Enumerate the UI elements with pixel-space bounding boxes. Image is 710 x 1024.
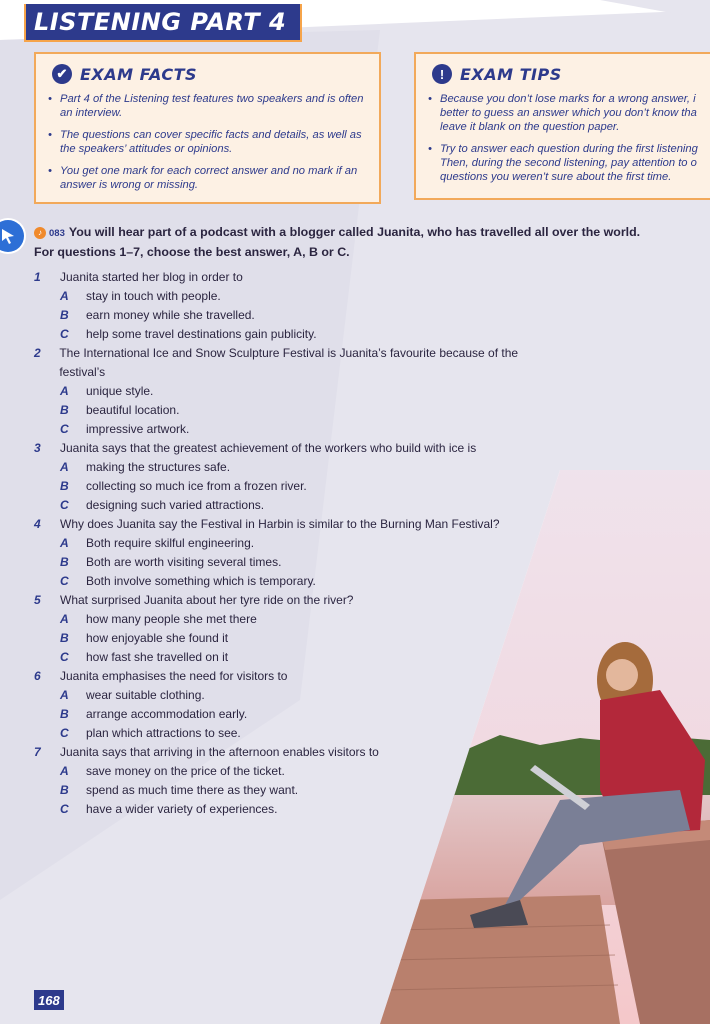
question-number: 6 — [34, 669, 41, 683]
question-text: Juanita started her blog in order to — [60, 270, 243, 284]
task-instructions — [34, 223, 684, 262]
answer-option[interactable] — [34, 534, 554, 553]
option-text: have a wider variety of experiences. — [86, 802, 278, 816]
option-text: how enjoyable she found it — [86, 631, 229, 645]
option-text: Both require skilful engineering. — [86, 536, 255, 550]
option-letter: A — [60, 460, 69, 474]
option-text: save money on the price of the ticket. — [86, 764, 285, 778]
answer-option[interactable] — [34, 496, 554, 515]
exam-tips-box — [414, 52, 710, 200]
question-list — [34, 268, 554, 819]
option-text: earn money while she travelled. — [86, 308, 255, 322]
list-item — [426, 142, 708, 184]
question-number: 2 — [34, 346, 41, 360]
answer-option[interactable] — [34, 458, 554, 477]
tip-line: leave it blank on the question paper. — [440, 121, 620, 133]
question-item — [34, 743, 554, 819]
question-text: Juanita says that arriving in the afternoon enables visitors to — [60, 745, 379, 759]
tip-line: questions you weren’t sure about the first time. — [440, 171, 672, 183]
exam-tips-heading: EXAM TIPS — [460, 64, 562, 84]
answer-option[interactable] — [34, 705, 554, 724]
option-letter: C — [60, 422, 69, 436]
answer-option[interactable] — [34, 306, 554, 325]
answer-option[interactable] — [34, 800, 554, 819]
option-letter: B — [60, 403, 69, 417]
option-letter: C — [60, 327, 69, 341]
option-text: impressive artwork. — [86, 422, 190, 436]
question-stem — [34, 439, 554, 458]
question-stem — [34, 268, 554, 287]
option-letter: A — [60, 764, 69, 778]
tip-line: Because you don’t lose marks for a wrong answer, i — [440, 93, 696, 105]
option-text: unique style. — [86, 384, 154, 398]
option-text: plan which attractions to see. — [86, 726, 241, 740]
instructions-line-2: For questions 1–7, choose the best answer, A, B or C. — [34, 245, 350, 259]
question-number: 5 — [34, 593, 41, 607]
page-title: LISTENING PART 4 — [34, 8, 287, 36]
answer-option[interactable] — [34, 553, 554, 572]
tip-line: Try to answer each question during the first listening — [440, 143, 698, 155]
answer-option[interactable] — [34, 287, 554, 306]
question-stem — [34, 743, 554, 762]
option-text: designing such varied attractions. — [86, 498, 265, 512]
answer-option[interactable] — [34, 629, 554, 648]
answer-option[interactable] — [34, 686, 554, 705]
option-letter: C — [60, 650, 69, 664]
answer-option[interactable] — [34, 781, 554, 800]
option-letter: A — [60, 289, 69, 303]
answer-option[interactable] — [34, 477, 554, 496]
option-text: collecting so much ice from a frozen river. — [86, 479, 307, 493]
option-text: making the structures safe. — [86, 460, 231, 474]
option-text: Both are worth visiting several times. — [86, 555, 282, 569]
answer-option[interactable] — [34, 724, 554, 743]
answer-option[interactable] — [34, 762, 554, 781]
answer-option[interactable] — [34, 420, 554, 439]
exam-tips-header — [432, 64, 708, 84]
question-number: 3 — [34, 441, 41, 455]
answer-option[interactable] — [34, 572, 554, 591]
instructions-line-1 — [34, 223, 684, 243]
question-item — [34, 515, 554, 591]
option-letter: A — [60, 536, 69, 550]
question-number: 4 — [34, 517, 41, 531]
option-letter: B — [60, 783, 69, 797]
option-letter: B — [60, 631, 69, 645]
exam-tips-list — [426, 92, 708, 184]
option-text: help some travel destinations gain publicity. — [86, 327, 317, 341]
option-letter: C — [60, 498, 69, 512]
exam-facts-box — [34, 52, 381, 204]
option-letter: A — [60, 384, 69, 398]
question-text: The International Ice and Snow Sculpture Festival is Juanita’s favourite because of the festival’s — [59, 346, 519, 379]
option-letter: C — [60, 574, 69, 588]
answer-option[interactable] — [34, 401, 554, 420]
option-letter: C — [60, 802, 69, 816]
question-stem — [34, 591, 554, 610]
answer-option[interactable] — [34, 325, 554, 344]
exam-facts-heading: EXAM FACTS — [80, 64, 198, 84]
option-text: beautiful location. — [86, 403, 180, 417]
tip-line: Then, during the second listening, pay attention to o — [440, 157, 697, 169]
question-item — [34, 268, 554, 344]
question-stem — [34, 667, 554, 686]
cursor-arrow-icon — [0, 227, 17, 245]
question-stem — [34, 515, 554, 534]
option-letter: B — [60, 308, 69, 322]
question-item — [34, 439, 554, 515]
check-circle-icon: ✔ — [52, 64, 72, 84]
answer-option[interactable] — [34, 610, 554, 629]
option-letter: A — [60, 612, 69, 626]
question-text: What surprised Juanita about her tyre ride on the river? — [60, 593, 354, 607]
exam-facts-list — [46, 92, 365, 192]
section-title-bar — [24, 4, 302, 42]
page-number: 168 — [34, 990, 64, 1010]
exclamation-circle-icon: ! — [432, 64, 452, 84]
track-number: 083 — [49, 228, 65, 239]
option-text: how many people she met there — [86, 612, 257, 626]
question-item — [34, 591, 554, 667]
question-stem — [34, 344, 554, 382]
question-number: 7 — [34, 745, 41, 759]
question-text: Juanita emphasises the need for visitors to — [60, 669, 288, 683]
audio-icon[interactable]: ♪ — [34, 227, 46, 239]
list-item: • Part 4 of the Listening test features two speakers and is often an interview. — [46, 92, 365, 120]
tip-line: better to guess an answer which you don’t know tha — [440, 107, 697, 119]
option-text: wear suitable clothing. — [86, 688, 205, 702]
option-letter: B — [60, 479, 69, 493]
option-text: Both involve something which is temporary. — [86, 574, 316, 588]
list-item: • The questions can cover specific facts and details, as well as the speakers’ attitudes or opinions. — [46, 128, 365, 156]
option-text: arrange accommodation early. — [86, 707, 248, 721]
list-item: • You get one mark for each correct answer and no mark if an answer is wrong or missing. — [46, 164, 365, 192]
option-text: stay in touch with people. — [86, 289, 221, 303]
instructions-text: You will hear part of a podcast with a blogger called Juanita, who has travelled all over the world. — [68, 225, 641, 239]
option-letter: B — [60, 707, 69, 721]
question-item — [34, 667, 554, 743]
question-text: Juanita says that the greatest achievement of the workers who build with ice is — [60, 441, 477, 455]
option-letter: A — [60, 688, 69, 702]
question-number: 1 — [34, 270, 41, 284]
option-text: how fast she travelled on it — [86, 650, 229, 664]
question-item — [34, 344, 554, 439]
answer-option[interactable] — [34, 382, 554, 401]
exam-facts-header — [52, 64, 365, 84]
question-text: Why does Juanita say the Festival in Harbin is similar to the Burning Man Festival? — [60, 517, 500, 531]
option-letter: B — [60, 555, 69, 569]
option-letter: C — [60, 726, 69, 740]
answer-option[interactable] — [34, 648, 554, 667]
list-item — [426, 92, 708, 134]
option-text: spend as much time there as they want. — [86, 783, 299, 797]
